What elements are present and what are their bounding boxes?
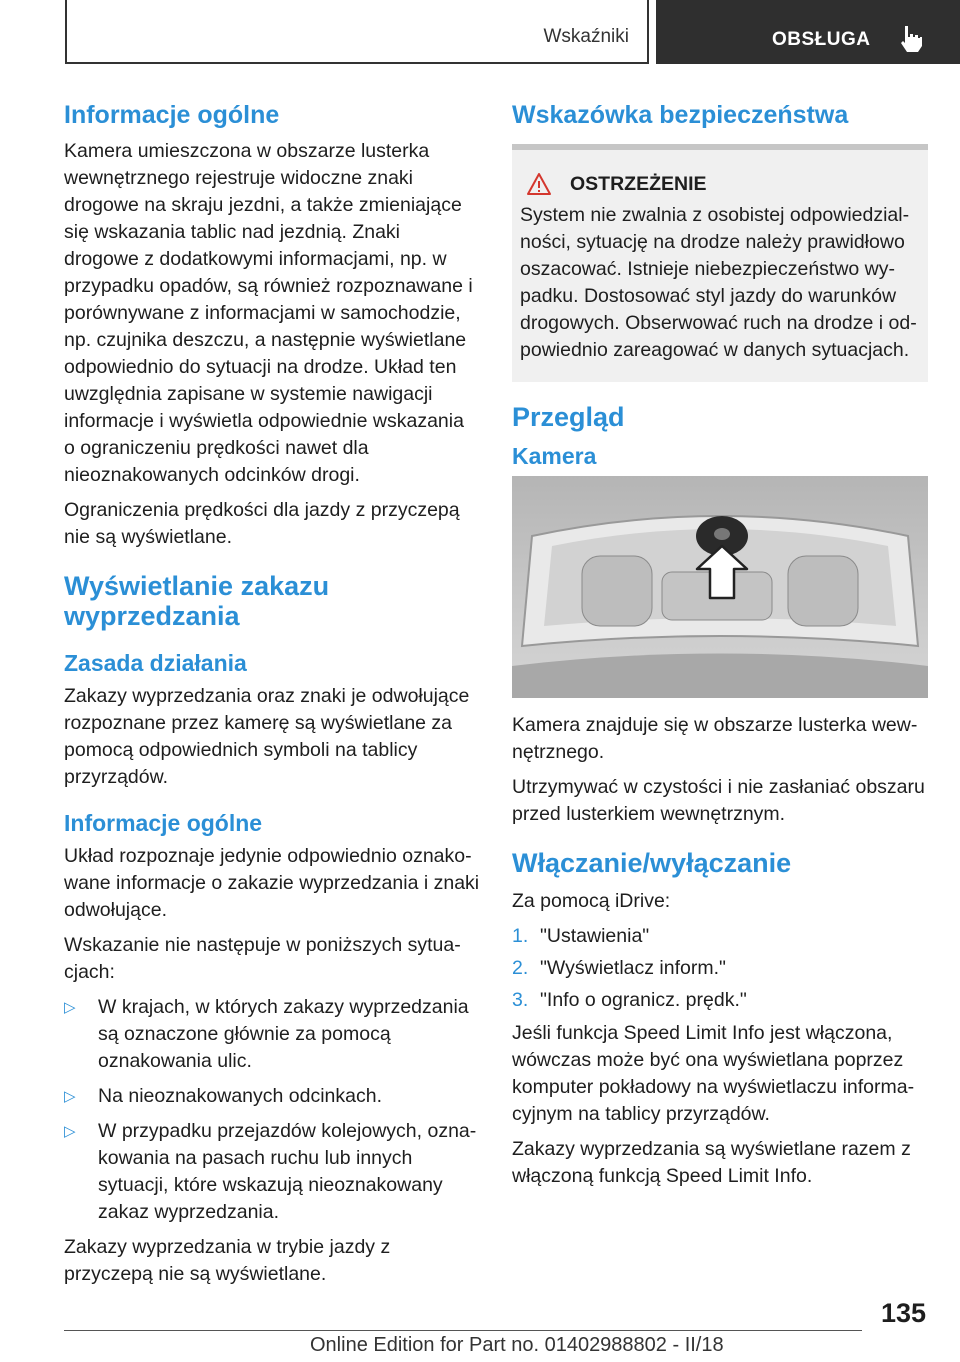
right-column: [512, 100, 928, 1198]
paragraph-idrive: Za pomocą iDrive:: [512, 890, 671, 912]
list-item: ▷ W przypadku przejazdów kolejowych, oznakowania na pasach ruchu lub innych sytuacji, które wskazują nieoznakowany zakaz wyprzedzania.: [64, 1120, 477, 1223]
paragraph-camera-description: Kamera umieszczona w obszarze lusterka wewnętrznego rejestruje widoczne znaki drogowe na skraju jezdni, a także zmieniające się wskazania tablic nad jezdnią. Znaki drogowe z dodatkowymi informacjami, np. w przypadku opadów, są również rozpoznawane i porównywane z informacjami w samochodzie, np. czujnika deszczu, a następnie wyświetlane odpowiednio do sytuacji na drodze. Układ ten uwzględnia zapisane w systemie nawigacji informacje i wyświetla odpowiednie wskazania o ograniczeniu prędkości nawet dla nieoznakowanych odcinków drogi.: [64, 140, 473, 486]
header-chapter-label: OBSŁUGA: [772, 29, 871, 50]
paragraph-speed-limit-on: Jeśli funkcja Speed Limit Info jest włączona, wówczas może być ona wyświetlana poprzez komputer pokładowy na wyświetlaczu informacyjnym na tablicy przyrządów.: [512, 1022, 915, 1125]
heading-on-off: Włączanie/wyłączanie: [512, 848, 792, 878]
list-item: 3. "Info o ogranicz. prędk.": [512, 989, 747, 1011]
paragraph-trailer-overtaking: Zakazy wyprzedzania w trybie jazdy z przyczepą nie są wyświetlane.: [64, 1236, 391, 1285]
heading-principle: Zasada działania: [64, 650, 247, 676]
list-item: ▷ W krajach, w których zakazy wyprzedzania są oznaczone głównie za pomocą oznakowania ulic.: [64, 996, 469, 1072]
header-section-box: [65, 0, 649, 64]
paragraph-overtaking-with-sli: Zakazy wyprzedzania są wyświetlane razem z włączoną funkcją Speed Limit Info.: [512, 1138, 911, 1187]
list-item: 1. "Ustawienia": [512, 925, 650, 947]
paragraph-keep-clean: Utrzymywać w czystości i nie zasłaniać obszaru przed lusterkiem wewnętrznym.: [512, 776, 925, 825]
warning-text: System nie zwalnia z osobistej odpowiedzialności, sytuację na drodze należy prawidłowo oszacować. Istnieje niebezpieczeństwo wypadku. Dostosować styl jazdy do warunków drogowych. Obserwować ruch na drodze i odpowiednio zareagować w danych sytuacjach.: [520, 204, 917, 361]
heading-general-info-2: Informacje ogólne: [64, 810, 263, 836]
paragraph-camera-location: Kamera znajduje się w obszarze lusterka wewnętrznego.: [512, 714, 918, 763]
list-item: ▷ Na nieoznakowanych odcinkach.: [64, 1083, 480, 1110]
heading-general-info-1: Informacje ogólne: [64, 101, 280, 129]
car-interior-illustration: [512, 476, 928, 698]
idrive-steps-list: [512, 923, 928, 1014]
page-number: 135: [880, 1298, 926, 1328]
paragraph-principle: Zakazy wyprzedzania oraz znaki je odwołujące rozpoznane przez kamerę są wyświetlane za pomocą odpowiednich symboli na tablicy przyrządów.: [64, 685, 470, 788]
no-display-list: [64, 994, 480, 1226]
paragraph-recognition: Układ rozpoznaje jedynie odpowiednio oznakowane informacje o zakazie wyprzedzania i znaki odwołujące.: [64, 845, 480, 921]
pointing-hand-icon: [898, 24, 924, 54]
heading-no-overtaking-display: Wyświetlanie zakazu wyprzedzania: [64, 571, 330, 631]
paragraph-no-display-intro: Wskazanie nie następuje w poniższych sytuacjach:: [64, 934, 461, 983]
paragraph-trailer-speed: Ograniczenia prędkości dla jazdy z przyczepą nie są wyświetlane.: [64, 499, 460, 548]
header-section-title: Wskaźniki: [543, 26, 629, 47]
warning-triangle-icon: [526, 172, 552, 196]
triangle-bullet-icon: ▷: [64, 1123, 76, 1140]
page-header: [0, 0, 960, 64]
header-chapter-tab: [656, 0, 960, 64]
footer-edition: Online Edition for Part no. 01402988802 - II/18: [310, 1334, 724, 1356]
triangle-bullet-icon: ▷: [64, 999, 76, 1016]
heading-safety-note: Wskazówka bezpieczeństwa: [512, 101, 849, 129]
left-column: [64, 100, 480, 1296]
footer-rule: [64, 1330, 862, 1331]
camera-location-photo: [512, 476, 928, 698]
triangle-bullet-icon: ▷: [64, 1088, 76, 1105]
heading-camera: Kamera: [512, 443, 597, 469]
list-item: 2. "Wyświetlacz inform.": [512, 957, 726, 979]
warning-box: [512, 150, 928, 382]
heading-overview: Przegląd: [512, 402, 625, 432]
warning-title: OSTRZEŻENIE: [570, 172, 707, 195]
